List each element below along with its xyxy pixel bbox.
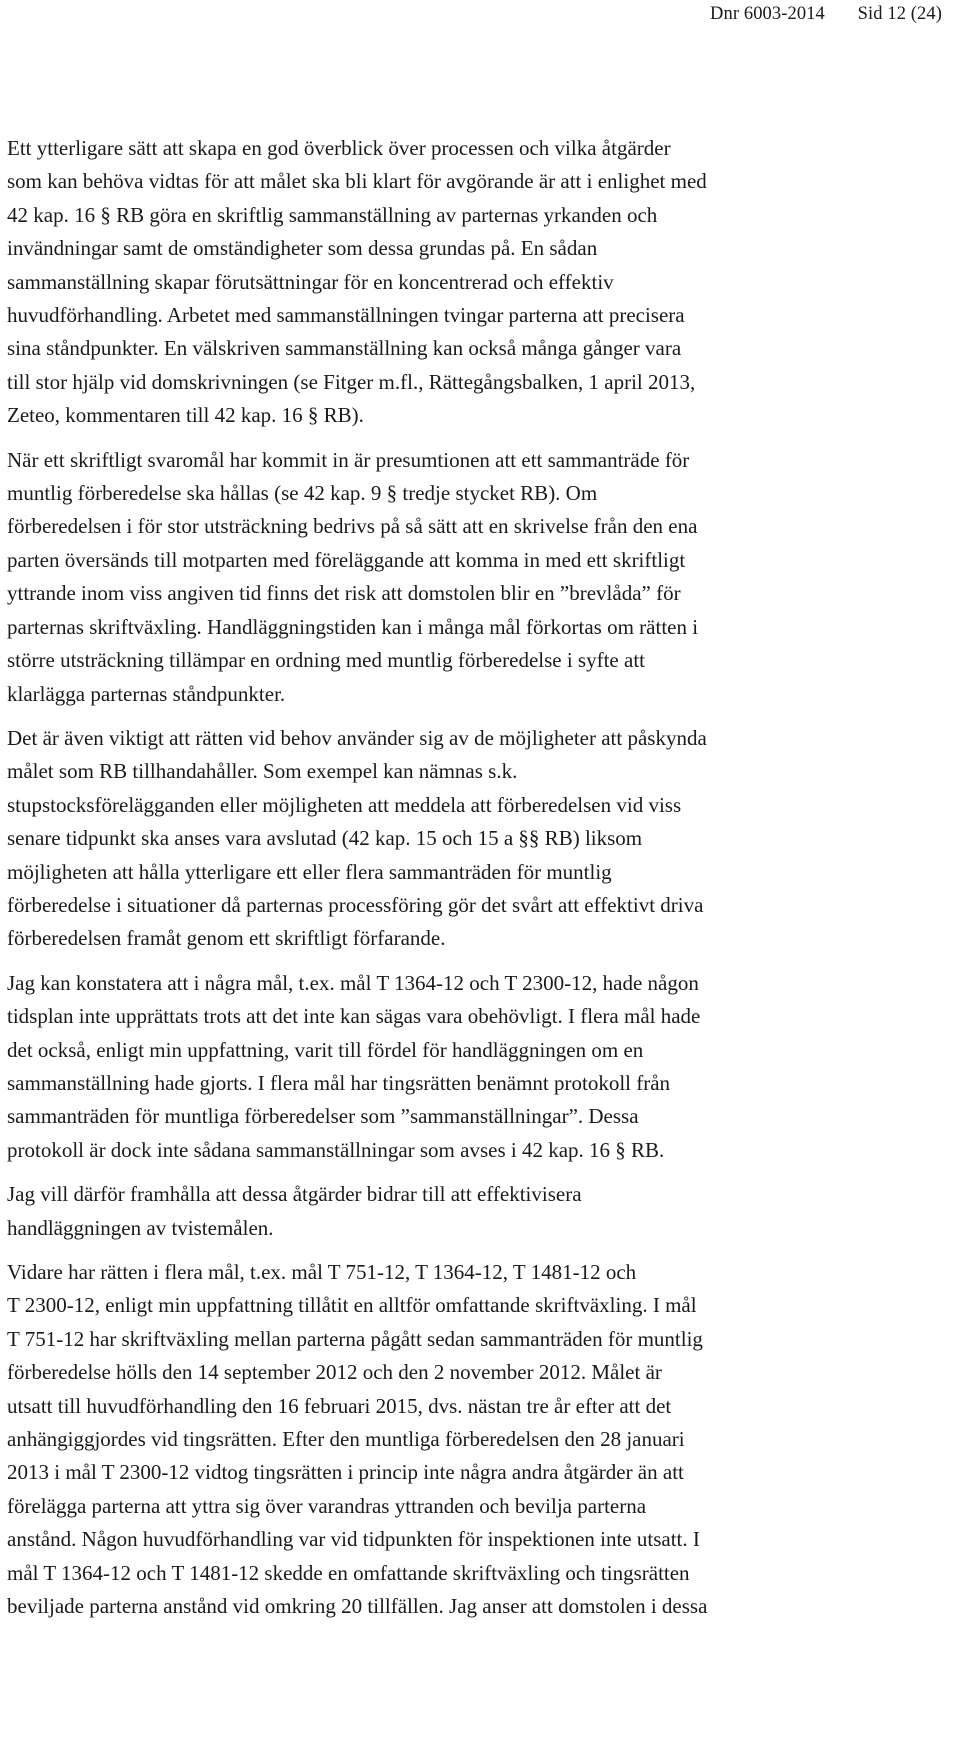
text-line: stupstocksförelägganden eller möjligheten att meddela att förberedelsen vid viss [7, 792, 682, 817]
text-line: utsatt till huvudförhandling den 16 februari 2015, dvs. nästan tre år efter att det [7, 1393, 672, 1418]
text-line: mål T 1364-12 och T 1481-12 skedde en omfattande skriftväxling och tingsrätten [7, 1560, 690, 1585]
text-line: anhängiggjordes vid tingsrätten. Efter den muntliga förberedelsen den 28 januari [7, 1427, 685, 1452]
text-line: det också, enligt min uppfattning, varit till fördel för handläggningen om en [7, 1037, 644, 1062]
text-line: sammanställning hade gjorts. I flera mål har tingsrätten benämnt protokoll från [7, 1070, 671, 1095]
text-line: Jag kan konstatera att i några mål, t.ex. mål T 1364-12 och T 2300-12, hade någon [7, 970, 699, 995]
document-body [7, 132, 907, 1634]
text-line: som kan behöva vidtas för att målet ska bli klart för avgörande är att i enlighet med [7, 169, 707, 194]
text-line: målet som RB tillhandahåller. Som exempel kan nämnas s.k. [7, 759, 518, 784]
text-line: klarlägga parternas ståndpunkter. [7, 681, 286, 706]
text-line: förelägga parterna att yttra sig över varandras yttranden och bevilja parterna [7, 1493, 647, 1518]
text-line: senare tidpunkt ska anses vara avslutad (42 kap. 15 och 15 a §§ RB) liksom [7, 826, 643, 851]
text-line: förberedelsen framåt genom ett skriftligt förfarande. [7, 926, 446, 951]
text-line: Jag vill därför framhålla att dessa åtgärder bidrar till att effektivisera [7, 1182, 582, 1207]
text-line: förberedelse i situationer då parternas processföring gör det svårt att effektivt driva [7, 892, 704, 917]
paragraph-5 [7, 1178, 907, 1245]
paragraph-2 [7, 444, 907, 711]
page-header [710, 4, 942, 25]
text-line: Det är även viktigt att rätten vid behov använder sig av de möjligheter att påskynda [7, 725, 707, 750]
paragraph-4 [7, 967, 907, 1167]
text-line: Vidare har rätten i flera mål, t.ex. mål T 751-12, T 1364-12, T 1481-12 och [7, 1260, 637, 1284]
text-line: sina ståndpunkter. En välskriven sammanställning kan också många gånger vara [7, 336, 682, 361]
text-line: muntlig förberedelse ska hållas (se 42 kap. 9 § tredje stycket RB). Om [7, 481, 598, 506]
text-line: sammanträden för muntliga förberedelser som ”sammanställningar”. Dessa [7, 1104, 639, 1129]
text-line: sammanställning skapar förutsättningar för en koncentrerad och effektiv [7, 269, 614, 294]
text-line: invändningar samt de omständigheter som dessa grundas på. En sådan [7, 236, 598, 261]
text-line: T 751-12 har skriftväxling mellan parterna pågått sedan sammanträden för muntlig [7, 1326, 703, 1351]
text-line: 42 kap. 16 § RB göra en skriftlig sammanställning av parternas yrkanden och [7, 202, 658, 227]
text-line: tidsplan inte upprättats trots att det inte kan sägas vara obehövligt. I flera mål hade [7, 1004, 701, 1029]
text-line: anstånd. Någon huvudförhandling var vid tidpunkten för inspektionen inte utsatt. I [7, 1527, 700, 1552]
paragraph-6 [7, 1256, 907, 1623]
paragraph-3 [7, 722, 907, 956]
text-line: förberedelsen i för stor utsträckning bedrivs på så sätt att en skrivelse från den ena [7, 514, 698, 539]
text-line: parternas skriftväxling. Handläggningstiden kan i många mål förkortas om rätten i [7, 614, 699, 639]
text-line: yttrande inom viss angiven tid finns det risk att domstolen blir en ”brevlåda” för [7, 581, 681, 606]
text-line: När ett skriftligt svaromål har kommit in är presumtionen att ett sammanträde för [7, 447, 690, 472]
text-line: T 2300-12, enligt min uppfattning tillåtit en alltför omfattande skriftväxling. I mål [7, 1293, 697, 1318]
case-number: Dnr 6003-2014 [710, 4, 825, 24]
page-number: Sid 12 (24) [857, 4, 942, 24]
text-line: möjligheten att hålla ytterligare ett eller flera sammanträden för muntlig [7, 859, 612, 884]
text-line: handläggningen av tvistemålen. [7, 1215, 274, 1240]
text-line: förberedelse hölls den 14 september 2012 och den 2 november 2012. Målet är [7, 1360, 662, 1385]
text-line: större utsträckning tillämpar en ordning med muntlig förberedelse i syfte att [7, 648, 645, 673]
text-line: till stor hjälp vid domskrivningen (se Fitger m.fl., Rättegångsbalken, 1 april 2013, [7, 369, 696, 394]
text-line: Zeteo, kommentaren till 42 kap. 16 § RB). [7, 403, 364, 428]
text-line: parten översänds till motparten med föreläggande att komma in med ett skriftligt [7, 547, 686, 572]
text-line: 2013 i mål T 2300-12 vidtog tingsrätten i princip inte några andra åtgärder än att [7, 1460, 684, 1485]
text-line: Ett ytterligare sätt att skapa en god överblick över processen och vilka åtgärder [7, 136, 671, 160]
text-line: huvudförhandling. Arbetet med sammanställningen tvingar parterna att precisera [7, 303, 685, 328]
paragraph-1 [7, 132, 907, 433]
text-line: beviljade parterna anstånd vid omkring 20 tillfällen. Jag anser att domstolen i dessa [7, 1594, 708, 1619]
text-line: protokoll är dock inte sådana sammanställningar som avses i 42 kap. 16 § RB. [7, 1137, 665, 1162]
